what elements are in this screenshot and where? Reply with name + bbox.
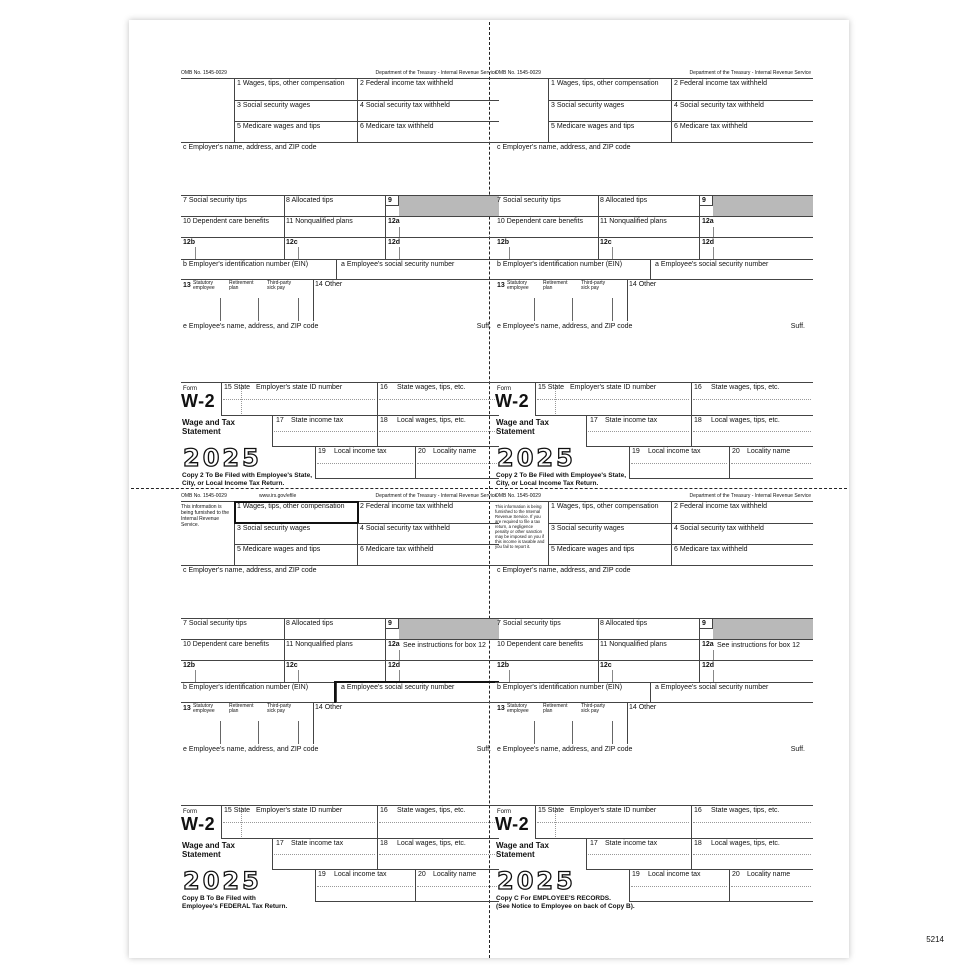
box-15-label: 15 State <box>538 807 565 814</box>
wage-tax-line2: Statement <box>496 427 535 436</box>
copy-line-1: Copy C For EMPLOYEE'S RECORDS. <box>496 895 611 902</box>
box-5-label: 5 Medicare wages and tips <box>551 123 635 130</box>
copy-line-1: Copy 2 To Be Filed with Employee's State, <box>496 472 627 479</box>
w2-form-copy-3 <box>181 492 499 932</box>
box-9-label: 9 <box>702 620 706 627</box>
box-17-label: State income tax <box>605 840 658 847</box>
box-7-label: 7 Social security tips <box>183 620 247 627</box>
form-w2-title: W-2 <box>495 391 530 411</box>
box-14-label: 14 Other <box>315 704 343 711</box>
form-label: Form <box>497 386 511 392</box>
box-9-label: 9 <box>388 620 392 627</box>
box-14-label: 14 Other <box>629 281 657 288</box>
box-19-label: Local income tax <box>648 871 701 878</box>
box-17-num: 17 <box>590 840 598 847</box>
ein-label: b Employer's identification number (EIN) <box>497 684 623 691</box>
box-11-label: 11 Nonqualified plans <box>286 641 353 648</box>
ein-label: b Employer's identification number (EIN) <box>183 261 309 268</box>
box-8-label: 8 Allocated tips <box>286 197 334 204</box>
box-16-label: State wages, tips, etc. <box>397 807 466 814</box>
box-7-label: 7 Social security tips <box>497 197 561 204</box>
box-11-label: 11 Nonqualified plans <box>600 641 667 648</box>
copy-line-2: City, or Local Income Tax Return. <box>182 479 285 487</box>
box-4-label: 4 Social security tax withheld <box>674 525 764 532</box>
ssn-label: a Employee's social security number <box>341 684 455 691</box>
box-12d-label: 12d <box>702 239 715 246</box>
box-12d-label: 12d <box>388 239 401 246</box>
box-18-label: Local wages, tips, etc. <box>397 417 466 424</box>
box-20-num: 20 <box>732 871 740 878</box>
box-16-label: State wages, tips, etc. <box>711 807 780 814</box>
third-party-label: Third-party sick pay <box>267 280 292 291</box>
box-20-label: Locality name <box>747 448 791 455</box>
box-6-label: 6 Medicare tax withheld <box>674 123 748 130</box>
tax-year: 2025 <box>183 444 262 472</box>
box-16-num: 16 <box>694 384 702 391</box>
box-12d-label: 12d <box>702 662 715 669</box>
irs-department: Department of the Treasury - Internal Revenue Service <box>689 493 811 499</box>
box-12c-label: 12c <box>600 662 612 669</box>
box-12a-label: 12a <box>388 218 400 225</box>
ein-label: b Employer's identification number (EIN) <box>497 261 623 268</box>
third-party-label: Third-party sick pay <box>267 703 292 714</box>
box-9-label: 9 <box>702 197 706 204</box>
box-20-label: Locality name <box>747 871 791 878</box>
copy-instructions <box>496 472 626 487</box>
wage-tax-line1: Wage and Tax <box>496 418 549 427</box>
irs-url: www.irs.gov/efile <box>259 493 297 499</box>
form-label: Form <box>183 386 197 392</box>
state-id-label: Employer's state ID number <box>570 384 657 391</box>
copy-line-2: City, or Local Income Tax Return. <box>496 479 599 487</box>
box-15-label: 15 State <box>224 807 251 814</box>
box-8-label: 8 Allocated tips <box>600 197 648 204</box>
box-16-label: State wages, tips, etc. <box>711 384 780 391</box>
box-17-label: State income tax <box>291 840 344 847</box>
box-18-num: 18 <box>694 417 702 424</box>
third-party-label: Third-party sick pay <box>581 703 606 714</box>
box-4-label: 4 Social security tax withheld <box>360 525 450 532</box>
wage-tax-line1: Wage and Tax <box>496 841 549 850</box>
state-id-label: Employer's state ID number <box>570 807 657 814</box>
box-13-label: 13 <box>497 282 505 289</box>
box-4-label: 4 Social security tax withheld <box>360 102 450 109</box>
omb-number: OMB No. 1545-0029 <box>181 70 227 76</box>
box-12c-label: 12c <box>600 239 612 246</box>
irs-department: Department of the Treasury - Internal Revenue Service <box>689 70 811 76</box>
irs-department: Department of the Treasury - Internal Revenue Service <box>375 70 497 76</box>
copy-instructions <box>182 472 312 487</box>
box-6-label: 6 Medicare tax withheld <box>674 546 748 553</box>
statutory-label: Statutory employee <box>193 703 215 714</box>
box-12a-label: 12a <box>702 641 714 648</box>
irs-department: Department of the Treasury - Internal Revenue Service <box>375 493 497 499</box>
wage-tax-line1: Wage and Tax <box>182 418 235 427</box>
wage-tax-line1: Wage and Tax <box>182 841 235 850</box>
box-17-num: 17 <box>276 417 284 424</box>
employee-name-label: e Employee's name, address, and ZIP code <box>497 746 633 753</box>
box-17-label: State income tax <box>605 417 658 424</box>
employee-name-label: e Employee's name, address, and ZIP code <box>183 323 319 330</box>
box-17-num: 17 <box>276 840 284 847</box>
box-19-num: 19 <box>318 871 326 878</box>
box-14-label: 14 Other <box>315 281 343 288</box>
box-20-label: Locality name <box>433 871 477 878</box>
box-18-label: Local wages, tips, etc. <box>397 840 466 847</box>
box-2-label: 2 Federal income tax withheld <box>674 503 767 510</box>
box-12d-label: 12d <box>388 662 401 669</box>
box-17-num: 17 <box>590 417 598 424</box>
box-12a-label: 12a <box>388 641 400 648</box>
info-note: This information is being furnished to the Internal Revenue Service. <box>181 504 230 528</box>
box-19-num: 19 <box>318 448 326 455</box>
box-7-label: 7 Social security tips <box>183 197 247 204</box>
product-code: 5214 <box>926 935 944 944</box>
box-7-label: 7 Social security tips <box>497 620 561 627</box>
box-12c-label: 12c <box>286 239 298 246</box>
box-12a-label: 12a <box>702 218 714 225</box>
box-18-label: Local wages, tips, etc. <box>711 840 780 847</box>
box-19-label: Local income tax <box>334 448 387 455</box>
box-18-label: Local wages, tips, etc. <box>711 417 780 424</box>
employer-name-label: c Employer's name, address, and ZIP code <box>183 567 317 574</box>
box-2-label: 2 Federal income tax withheld <box>360 503 453 510</box>
employee-name-label: e Employee's name, address, and ZIP code <box>497 323 633 330</box>
box-19-label: Local income tax <box>648 448 701 455</box>
copy-line-1: Copy B To Be Filed with <box>182 895 256 902</box>
box-8-label: 8 Allocated tips <box>286 620 334 627</box>
form-label: Form <box>497 809 511 815</box>
box-18-num: 18 <box>694 840 702 847</box>
state-id-label: Employer's state ID number <box>256 807 343 814</box>
retirement-label: Retirement plan <box>229 703 254 714</box>
ein-label: b Employer's identification number (EIN) <box>183 684 309 691</box>
statutory-label: Statutory employee <box>507 280 529 291</box>
box-20-num: 20 <box>418 871 426 878</box>
box-16-label: State wages, tips, etc. <box>397 384 466 391</box>
omb-number: OMB No. 1545-0029 <box>181 493 227 499</box>
box-9-label: 9 <box>388 197 392 204</box>
box-4-label: 4 Social security tax withheld <box>674 102 764 109</box>
box-13-label: 13 <box>183 705 191 712</box>
retirement-label: Retirement plan <box>229 280 254 291</box>
ssn-label: a Employee's social security number <box>341 261 455 268</box>
box-13-label: 13 <box>183 282 191 289</box>
box-3-label: 3 Social security wages <box>237 525 311 532</box>
suffix-label: Suff. <box>476 323 491 330</box>
box-15-label: 15 State <box>224 384 251 391</box>
employer-name-label: c Employer's name, address, and ZIP code <box>497 567 631 574</box>
box-15-label: 15 State <box>538 384 565 391</box>
suffix-label: Suff. <box>476 746 491 753</box>
box-16-num: 16 <box>380 807 388 814</box>
box-10-label: 10 Dependent care benefits <box>497 641 584 648</box>
box-3-label: 3 Social security wages <box>237 102 311 109</box>
box-12c-label: 12c <box>286 662 298 669</box>
box-11-label: 11 Nonqualified plans <box>286 218 353 225</box>
copy-instructions <box>496 895 635 910</box>
box-6-label: 6 Medicare tax withheld <box>360 123 434 130</box>
box-18-num: 18 <box>380 417 388 424</box>
retirement-label: Retirement plan <box>543 703 568 714</box>
statutory-label: Statutory employee <box>193 280 215 291</box>
ssn-label: a Employee's social security number <box>655 684 769 691</box>
box-6-label: 6 Medicare tax withheld <box>360 546 434 553</box>
w2-form-copy-1 <box>181 69 499 509</box>
box-12b-label: 12b <box>183 662 196 669</box>
tax-year: 2025 <box>497 867 576 895</box>
form-w2-title: W-2 <box>181 814 216 834</box>
box-12b-label: 12b <box>497 662 510 669</box>
box-1-label: 1 Wages, tips, other compensation <box>551 503 659 510</box>
box-19-label: Local income tax <box>334 871 387 878</box>
box-10-label: 10 Dependent care benefits <box>183 218 270 225</box>
box-20-label: Locality name <box>433 448 477 455</box>
third-party-label: Third-party sick pay <box>581 280 606 291</box>
box-2-label: 2 Federal income tax withheld <box>674 80 767 87</box>
tax-year: 2025 <box>183 867 262 895</box>
copy-instructions <box>182 895 287 910</box>
box-12b-label: 12b <box>183 239 196 246</box>
box-3-label: 3 Social security wages <box>551 525 625 532</box>
box-13-label: 13 <box>497 705 505 712</box>
box-19-num: 19 <box>632 871 640 878</box>
form-w2-title: W-2 <box>495 814 530 834</box>
box-2-label: 2 Federal income tax withheld <box>360 80 453 87</box>
statutory-label: Statutory employee <box>507 703 529 714</box>
box-1-label: 1 Wages, tips, other compensation <box>551 80 659 87</box>
box-19-num: 19 <box>632 448 640 455</box>
state-id-label: Employer's state ID number <box>256 384 343 391</box>
box-14-label: 14 Other <box>629 704 657 711</box>
wage-tax-line2: Statement <box>182 850 221 859</box>
form-label: Form <box>183 809 197 815</box>
ssn-label: a Employee's social security number <box>655 261 769 268</box>
tax-year: 2025 <box>497 444 576 472</box>
box-1-label: 1 Wages, tips, other compensation <box>237 80 345 87</box>
box-5-label: 5 Medicare wages and tips <box>551 546 635 553</box>
box-10-label: 10 Dependent care benefits <box>497 218 584 225</box>
form-w2-title: W-2 <box>181 391 216 411</box>
w2-form-copy-4 <box>495 492 813 932</box>
box-18-num: 18 <box>380 840 388 847</box>
box-5-label: 5 Medicare wages and tips <box>237 546 321 553</box>
box-5-label: 5 Medicare wages and tips <box>237 123 321 130</box>
w2-form-copy-2 <box>495 69 813 509</box>
suffix-label: Suff. <box>790 323 805 330</box>
box-16-num: 16 <box>380 384 388 391</box>
box-12b-label: 12b <box>497 239 510 246</box>
wage-tax-line2: Statement <box>496 850 535 859</box>
box-20-num: 20 <box>732 448 740 455</box>
copy-line-2: (See Notice to Employee on back of Copy B). <box>496 902 635 910</box>
omb-number: OMB No. 1545-0029 <box>495 493 541 499</box>
box-8-label: 8 Allocated tips <box>600 620 648 627</box>
employee-name-label: e Employee's name, address, and ZIP code <box>183 746 319 753</box>
copy-line-1: Copy 2 To Be Filed with Employee's State, <box>182 472 313 479</box>
box-10-label: 10 Dependent care benefits <box>183 641 270 648</box>
box-12a-note: See instructions for box 12 <box>717 642 800 649</box>
box-16-num: 16 <box>694 807 702 814</box>
box-1-label: 1 Wages, tips, other compensation <box>237 503 345 510</box>
employer-name-label: c Employer's name, address, and ZIP code <box>497 144 631 151</box>
suffix-label: Suff. <box>790 746 805 753</box>
box-17-label: State income tax <box>291 417 344 424</box>
retirement-label: Retirement plan <box>543 280 568 291</box>
box-11-label: 11 Nonqualified plans <box>600 218 667 225</box>
box-20-num: 20 <box>418 448 426 455</box>
box-3-label: 3 Social security wages <box>551 102 625 109</box>
copy-line-2: Employee's FEDERAL Tax Return. <box>182 902 288 910</box>
employer-name-label: c Employer's name, address, and ZIP code <box>183 144 317 151</box>
wage-tax-line2: Statement <box>182 427 221 436</box>
box-12a-note: See instructions for box 12 <box>403 642 486 649</box>
omb-number: OMB No. 1545-0029 <box>495 70 541 76</box>
info-note: This information is being furnished to the Internal Revenue Service. If you are required to file a tax return, a negligence penalty or other sanction may be imposed on you if this income is taxable and you fail to report it. <box>495 504 545 549</box>
